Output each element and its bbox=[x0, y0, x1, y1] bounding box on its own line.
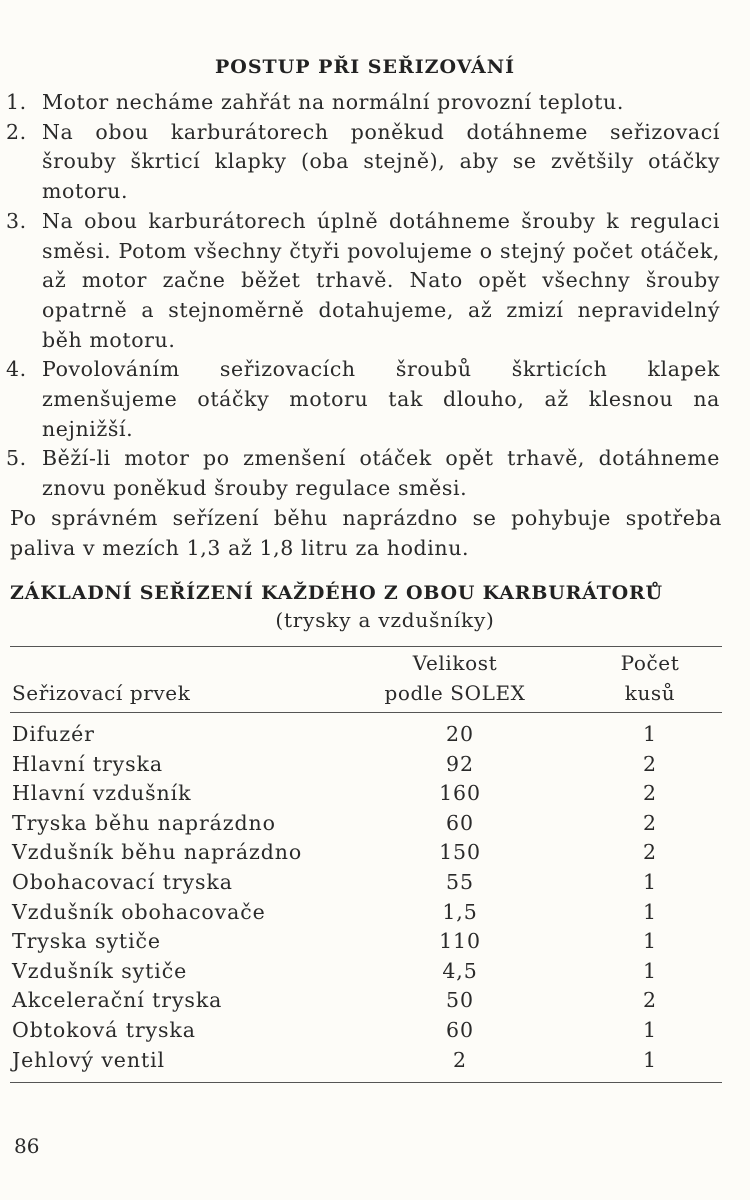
procedure-step bbox=[6, 88, 720, 118]
table-row bbox=[10, 781, 722, 811]
table-row bbox=[10, 929, 722, 959]
step-number: 3. bbox=[6, 208, 27, 233]
table-row bbox=[10, 959, 722, 989]
cell-solex-size: 55 bbox=[446, 869, 474, 894]
cell-piece-count: 1 bbox=[643, 869, 657, 894]
cell-solex-size: 150 bbox=[439, 840, 481, 865]
step-text: Běží-li motor po zmenšení otáček opět trhavě, dotáhneme znovu poněkud šrouby regulace směsi. bbox=[42, 446, 720, 501]
cell-piece-count: 1 bbox=[643, 722, 657, 746]
cell-solex-size: 1,5 bbox=[442, 899, 478, 924]
step-text: Motor necháme zahřát na normální provozní teplotu. bbox=[42, 90, 624, 114]
procedure-step bbox=[6, 207, 720, 356]
procedure-step bbox=[6, 118, 720, 207]
cell-solex-size: 60 bbox=[446, 1017, 474, 1042]
table-row bbox=[10, 1048, 722, 1078]
table-row bbox=[10, 811, 722, 841]
cell-element-name: Akcelerační tryska bbox=[12, 988, 223, 1013]
cell-piece-count: 2 bbox=[643, 840, 657, 865]
table-row bbox=[10, 840, 722, 870]
cell-element-name: Hlavní vzdušník bbox=[12, 781, 192, 806]
column-header-count-line1: Počet bbox=[620, 651, 680, 675]
cell-element-name: Tryska sytiče bbox=[12, 929, 161, 954]
cell-piece-count: 1 bbox=[643, 899, 657, 924]
table-row bbox=[10, 870, 722, 900]
step-number: 4. bbox=[6, 357, 27, 382]
cell-element-name: Jehlový ventil bbox=[12, 1047, 165, 1072]
column-header-count-line2: kusů bbox=[624, 681, 676, 705]
cell-solex-size: 60 bbox=[446, 810, 474, 835]
table-body bbox=[10, 722, 722, 1077]
procedure-step bbox=[6, 355, 720, 444]
cell-piece-count: 2 bbox=[643, 781, 657, 806]
cell-element-name: Tryska běhu naprázdno bbox=[12, 810, 276, 835]
table-top-rule bbox=[10, 646, 722, 647]
cell-element-name: Difuzér bbox=[12, 722, 95, 746]
cell-piece-count: 2 bbox=[643, 751, 657, 776]
table-row bbox=[10, 1018, 722, 1048]
cell-piece-count: 2 bbox=[643, 988, 657, 1013]
step-number: 1. bbox=[6, 90, 27, 114]
step-text: Na obou karburátorech úplně dotáhneme šrouby k regulaci směsi. Potom všechny čtyři povolujeme o stejný počet otáček, až motor začne běžet trhavě. Nato opět všechny šrouby opatrně a stejnoměrně dotahujeme, až zmizí nepravidelný běh motoru. bbox=[42, 208, 720, 352]
cell-solex-size: 4,5 bbox=[442, 958, 478, 983]
step-number: 2. bbox=[6, 119, 27, 144]
cell-piece-count: 2 bbox=[643, 810, 657, 835]
table-row bbox=[10, 722, 722, 752]
cell-piece-count: 1 bbox=[643, 929, 657, 954]
section-heading-procedure: POSTUP PŘI SEŘIZOVÁNÍ bbox=[215, 56, 515, 78]
step-text: Povolováním seřizovacích šroubů škrticích klapek zmenšujeme otáčky motoru tak dlouho, až klesnou na nejnižší. bbox=[42, 357, 720, 441]
procedure-steps-list bbox=[6, 88, 720, 504]
cell-element-name: Vzdušník sytiče bbox=[12, 958, 188, 983]
cell-solex-size: 50 bbox=[446, 988, 474, 1013]
section-heading-basic-settings: ZÁKLADNÍ SEŘÍZENÍ KAŽDÉHO Z OBOU KARBURÁTORŮ bbox=[10, 582, 663, 604]
cell-element-name: Hlavní tryska bbox=[12, 751, 163, 776]
cell-element-name: Obohacovací tryska bbox=[12, 869, 233, 894]
page-number: 86 bbox=[14, 1134, 40, 1158]
cell-solex-size: 92 bbox=[446, 751, 474, 776]
fuel-consumption-paragraph: Po správném seřízení běhu naprázdno se pohybuje spotřeba paliva v mezích 1,3 až 1,8 litru za hodinu. bbox=[10, 506, 722, 560]
step-text: Na obou karburátorech poněkud dotáhneme seřizovací šrouby škrticí klapky (oba stejně), aby se zvětšily otáčky motoru. bbox=[42, 119, 720, 204]
cell-piece-count: 1 bbox=[643, 1017, 657, 1042]
cell-solex-size: 110 bbox=[439, 929, 481, 954]
table-bottom-rule bbox=[10, 1082, 722, 1083]
column-header-size-line1: Velikost bbox=[412, 651, 498, 675]
table-header-rule bbox=[10, 712, 722, 713]
column-header-element: Seřizovací prvek bbox=[12, 681, 191, 705]
cell-solex-size: 2 bbox=[453, 1047, 467, 1072]
cell-element-name: Vzdušník běhu naprázdno bbox=[12, 840, 303, 865]
cell-solex-size: 20 bbox=[446, 722, 474, 746]
procedure-step bbox=[6, 444, 720, 503]
cell-element-name: Obtoková tryska bbox=[12, 1017, 196, 1042]
cell-piece-count: 1 bbox=[643, 958, 657, 983]
cell-piece-count: 1 bbox=[643, 1047, 657, 1072]
cell-solex-size: 160 bbox=[439, 781, 481, 806]
table-row bbox=[10, 900, 722, 930]
column-header-size-line2: podle SOLEX bbox=[384, 681, 526, 705]
step-number: 5. bbox=[6, 446, 27, 471]
cell-element-name: Vzdušník obohacovače bbox=[12, 899, 266, 924]
section-subheading: (trysky a vzdušníky) bbox=[275, 608, 495, 632]
table-row bbox=[10, 988, 722, 1018]
table-row bbox=[10, 752, 722, 782]
